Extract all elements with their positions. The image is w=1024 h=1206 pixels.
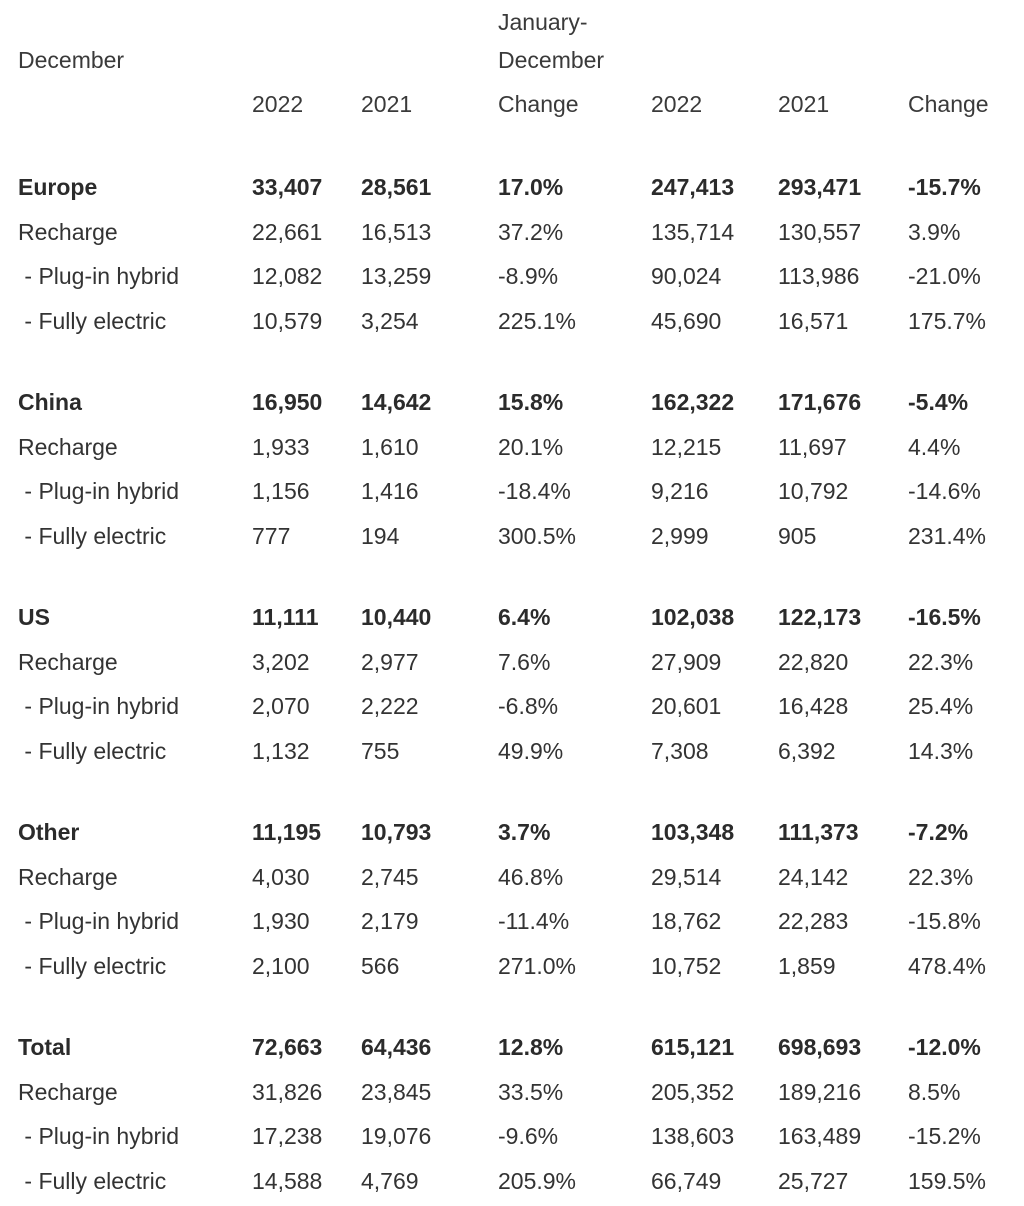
table-cell: 135,714 (651, 219, 735, 245)
table-cell: 24,142 (778, 864, 849, 890)
table-cell: 122,173 (778, 604, 862, 630)
table-cell: 111,373 (778, 819, 859, 845)
column-header: Change (908, 91, 989, 117)
row-label: - Plug-in hybrid (18, 478, 180, 504)
row-label: - Fully electric (18, 738, 167, 764)
row-label: Recharge (18, 434, 118, 460)
table-cell: 10,579 (252, 308, 323, 334)
table-cell: -12.0% (908, 1034, 981, 1060)
table-cell: 205.9% (498, 1168, 577, 1194)
table-cell: 130,557 (778, 219, 862, 245)
row-label: - Fully electric (18, 953, 167, 979)
table-cell: 22.3% (908, 649, 974, 675)
row-label: Recharge (18, 864, 118, 890)
table-cell: 72,663 (252, 1034, 323, 1060)
table-cell: 4.4% (908, 434, 961, 460)
table-cell: 205,352 (651, 1079, 735, 1105)
table-cell: -21.0% (908, 263, 981, 289)
table-cell: 3,254 (361, 308, 419, 334)
table-cell: 293,471 (778, 174, 862, 200)
table-cell: 103,348 (651, 819, 735, 845)
table-cell: 28,561 (361, 174, 432, 200)
row-label: - Plug-in hybrid (18, 263, 180, 289)
table-cell: 2,977 (361, 649, 419, 675)
group-label: Europe (18, 174, 98, 200)
table-cell: 2,100 (252, 953, 310, 979)
table-cell: 16,571 (778, 308, 849, 334)
group-label: China (18, 389, 82, 415)
row-label: - Fully electric (18, 523, 167, 549)
table-cell: 14,588 (252, 1168, 323, 1194)
table-cell: 18,762 (651, 908, 722, 934)
table-cell: 19,076 (361, 1123, 432, 1149)
column-header: 2021 (778, 91, 830, 117)
table-cell: 755 (361, 738, 400, 764)
table-cell: 7.6% (498, 649, 551, 675)
table-cell: 138,603 (651, 1123, 735, 1149)
column-header: Change (498, 91, 579, 117)
table-cell: -15.8% (908, 908, 981, 934)
table-cell: 905 (778, 523, 817, 549)
table-cell: 22,661 (252, 219, 323, 245)
table-cell: 3.9% (908, 219, 961, 245)
table-cell: 231.4% (908, 523, 987, 549)
table-cell: 20.1% (498, 434, 564, 460)
table-cell: 1,156 (252, 478, 310, 504)
row-label: - Plug-in hybrid (18, 693, 180, 719)
row-label: - Plug-in hybrid (18, 908, 180, 934)
group-label: Total (18, 1034, 72, 1060)
table-cell: 189,216 (778, 1079, 862, 1105)
row-label: Recharge (18, 219, 118, 245)
table-cell: 10,793 (361, 819, 432, 845)
table-cell: 478.4% (908, 953, 987, 979)
table-cell: -16.5% (908, 604, 981, 630)
table-cell: -5.4% (908, 389, 969, 415)
table-cell: 698,693 (778, 1034, 862, 1060)
row-label: Recharge (18, 1079, 118, 1105)
table-cell: 31,826 (252, 1079, 323, 1105)
table-cell: 33.5% (498, 1079, 564, 1105)
table-cell: 12,082 (252, 263, 323, 289)
table-cell: 37.2% (498, 219, 564, 245)
table-cell: 27,909 (651, 649, 722, 675)
table-cell: 22.3% (908, 864, 974, 890)
table-cell: 4,769 (361, 1168, 419, 1194)
table-cell: 22,283 (778, 908, 849, 934)
table-cell: 162,322 (651, 389, 735, 415)
table-cell: 615,121 (651, 1034, 735, 1060)
table-cell: 23,845 (361, 1079, 432, 1105)
table-cell: 14.3% (908, 738, 974, 764)
table-cell: -6.8% (498, 693, 559, 719)
header-month: December (18, 47, 125, 73)
table-cell: 6.4% (498, 604, 551, 630)
header-ytd-line1: January- (498, 9, 588, 35)
table-cell: 3,202 (252, 649, 310, 675)
table-cell: 1,933 (252, 434, 310, 460)
table-cell: -9.6% (498, 1123, 559, 1149)
table-cell: 1,610 (361, 434, 419, 460)
table-cell: 12,215 (651, 434, 722, 460)
column-header: 2022 (651, 91, 703, 117)
table-cell: 2,070 (252, 693, 310, 719)
table-cell: 1,859 (778, 953, 836, 979)
table-cell: 225.1% (498, 308, 577, 334)
table-cell: 11,697 (778, 434, 847, 460)
table-cell: 3.7% (498, 819, 551, 845)
table-cell: 163,489 (778, 1123, 862, 1149)
table-cell: 777 (252, 523, 291, 549)
table-cell: 1,930 (252, 908, 310, 934)
row-label: - Plug-in hybrid (18, 1123, 180, 1149)
table-cell: 2,999 (651, 523, 709, 549)
table-cell: 11,111 (252, 604, 319, 630)
table-cell: 33,407 (252, 174, 323, 200)
table-cell: 17.0% (498, 174, 564, 200)
table-cell: 11,195 (252, 819, 322, 845)
table-cell: 2,222 (361, 693, 419, 719)
table-cell: -14.6% (908, 478, 981, 504)
table-cell: 64,436 (361, 1034, 432, 1060)
table-cell: -8.9% (498, 263, 559, 289)
header-ytd-line2: December (498, 47, 605, 73)
table-cell: 2,745 (361, 864, 419, 890)
table-cell: 113,986 (778, 263, 860, 289)
table-cell: 15.8% (498, 389, 564, 415)
table-cell: 9,216 (651, 478, 709, 504)
table-cell: -15.7% (908, 174, 981, 200)
table-cell: 12.8% (498, 1034, 564, 1060)
table-cell: 45,690 (651, 308, 722, 334)
table-cell: 13,259 (361, 263, 432, 289)
table-cell: 25,727 (778, 1168, 849, 1194)
table-cell: -7.2% (908, 819, 969, 845)
table-cell: 300.5% (498, 523, 577, 549)
table-cell: 1,416 (361, 478, 419, 504)
table-cell: 16,513 (361, 219, 432, 245)
table-cell: 46.8% (498, 864, 564, 890)
table-cell: 7,308 (651, 738, 709, 764)
table-cell: 566 (361, 953, 400, 979)
table-cell: 14,642 (361, 389, 432, 415)
table-cell: 1,132 (252, 738, 310, 764)
table-cell: 22,820 (778, 649, 849, 675)
table-cell: 90,024 (651, 263, 722, 289)
row-label: - Fully electric (18, 1168, 167, 1194)
table-cell: 10,792 (778, 478, 849, 504)
table-cell: 8.5% (908, 1079, 961, 1105)
table-cell: -15.2% (908, 1123, 981, 1149)
table-cell: 20,601 (651, 693, 722, 719)
table-cell: 6,392 (778, 738, 836, 764)
table-cell: 4,030 (252, 864, 310, 890)
row-label: Recharge (18, 649, 118, 675)
table-cell: 271.0% (498, 953, 577, 979)
table-cell: -11.4% (498, 908, 570, 934)
row-label: - Fully electric (18, 308, 167, 334)
table-cell: 10,752 (651, 953, 722, 979)
table-cell: 66,749 (651, 1168, 722, 1194)
table-cell: -18.4% (498, 478, 571, 504)
group-label: US (18, 604, 50, 630)
column-header: 2021 (361, 91, 413, 117)
table-cell: 16,950 (252, 389, 323, 415)
table-cell: 49.9% (498, 738, 564, 764)
table-cell: 102,038 (651, 604, 735, 630)
table-cell: 25.4% (908, 693, 974, 719)
table-cell: 175.7% (908, 308, 987, 334)
table-cell: 17,238 (252, 1123, 323, 1149)
table-cell: 171,676 (778, 389, 862, 415)
table-cell: 10,440 (361, 604, 432, 630)
table-cell: 29,514 (651, 864, 722, 890)
table-cell: 194 (361, 523, 400, 549)
table-cell: 16,428 (778, 693, 849, 719)
table-cell: 159.5% (908, 1168, 987, 1194)
column-header: 2022 (252, 91, 304, 117)
table-cell: 2,179 (361, 908, 419, 934)
group-label: Other (18, 819, 80, 845)
table-cell: 247,413 (651, 174, 735, 200)
